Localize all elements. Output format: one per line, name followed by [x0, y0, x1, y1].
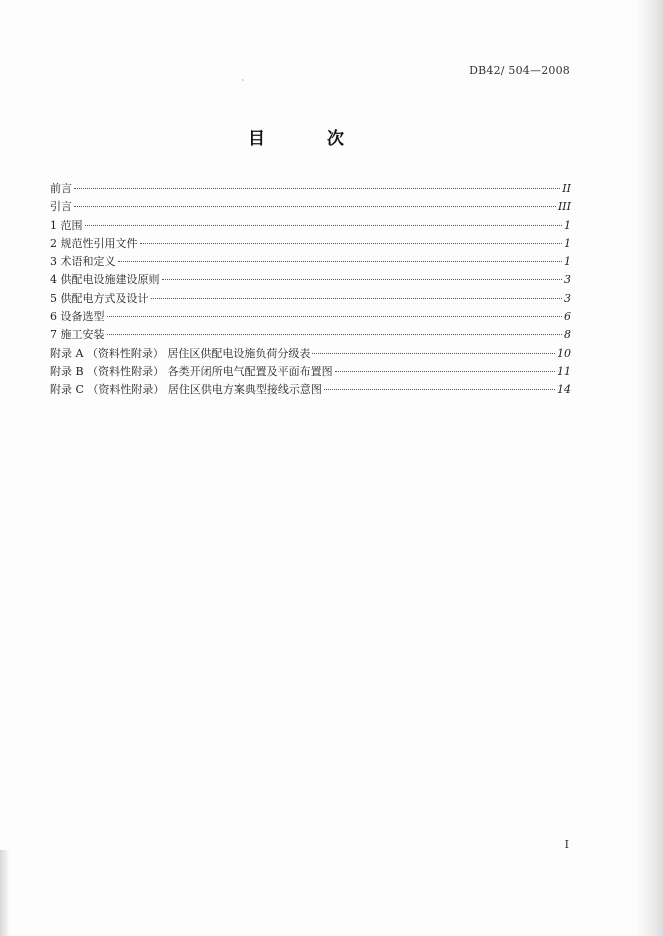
toc-entry-label: 附录 C （资料性附录） 居住区供电方案典型接线示意图 — [50, 383, 322, 397]
toc-entry-page: 14 — [557, 383, 571, 397]
toc-entry-page: 1 — [564, 218, 571, 232]
toc-entry-label: 7 施工安装 — [50, 328, 105, 342]
toc-entry[interactable] — [50, 290, 571, 308]
toc-entry-page: III — [557, 200, 571, 214]
toc-entry[interactable] — [50, 381, 571, 399]
toc-entry[interactable] — [50, 308, 571, 326]
toc-entry-page: 3 — [564, 291, 571, 305]
toc-entry-label: 引言 — [50, 200, 72, 214]
page-edge-shadow — [637, 0, 663, 936]
toc-entry-page: 1 — [564, 255, 571, 269]
toc-entry[interactable] — [50, 253, 571, 271]
toc-entry[interactable] — [50, 271, 571, 289]
table-of-contents — [50, 180, 571, 400]
toc-leader-dots — [118, 261, 563, 262]
scan-shadow — [0, 850, 10, 936]
toc-entry-page: 8 — [564, 328, 571, 342]
toc-leader-dots — [140, 243, 563, 244]
toc-entry[interactable] — [50, 345, 571, 363]
toc-leader-dots — [151, 298, 563, 299]
toc-entry[interactable] — [50, 363, 571, 381]
toc-entry-label: 1 范围 — [50, 218, 83, 232]
toc-leader-dots — [324, 389, 555, 390]
toc-entry-label: 6 设备选型 — [50, 310, 105, 324]
toc-leader-dots — [162, 279, 563, 280]
toc-leader-dots — [74, 206, 556, 207]
toc-entry-label: 附录 B （资料性附录） 各类开闭所电气配置及平面布置图 — [50, 364, 333, 378]
page-title: 目 次 — [248, 129, 372, 149]
toc-entry-page: II — [562, 182, 571, 195]
toc-leader-dots — [312, 353, 555, 354]
toc-entry-label: 4 供配电设施建设原则 — [50, 273, 160, 287]
toc-entry[interactable] — [50, 326, 571, 344]
toc-entry-page: 1 — [564, 236, 571, 250]
toc-entry-page: 6 — [564, 310, 571, 324]
scan-speck: ˛ — [241, 72, 245, 81]
toc-entry-label: 5 供配电方式及设计 — [50, 291, 149, 305]
toc-entry-label: 2 规范性引用文件 — [50, 236, 138, 250]
toc-leader-dots — [107, 334, 563, 335]
toc-entry[interactable] — [50, 180, 571, 198]
toc-leader-dots — [85, 225, 563, 226]
toc-leader-dots — [335, 371, 555, 372]
toc-entry-label: 附录 A （资料性附录） 居住区供配电设施负荷分级表 — [50, 346, 311, 360]
toc-entry-label: 3 术语和定义 — [50, 255, 116, 269]
standard-code: DB42/ 504—2008 — [469, 64, 570, 77]
toc-entry[interactable] — [50, 235, 571, 253]
toc-entry-label: 前言 — [50, 182, 72, 195]
toc-entry-page: 10 — [557, 346, 571, 360]
page-number: I — [564, 838, 569, 851]
toc-entry-page: 11 — [557, 364, 571, 378]
toc-leader-dots — [74, 188, 560, 189]
toc-entry[interactable] — [50, 217, 571, 235]
toc-leader-dots — [107, 316, 563, 317]
toc-entry[interactable] — [50, 198, 571, 216]
toc-entry-page: 3 — [564, 273, 571, 287]
